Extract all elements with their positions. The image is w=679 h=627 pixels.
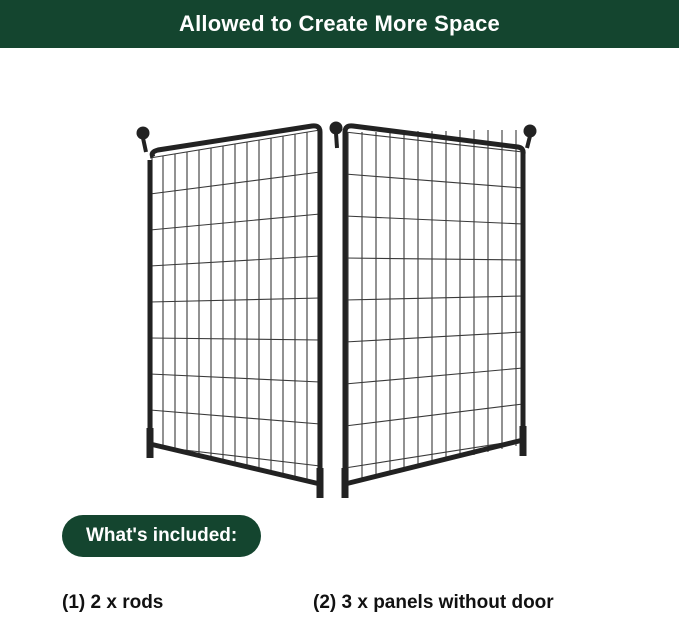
included-items-row — [0, 592, 679, 627]
three-panel-metal-pet-playpen-illustration — [0, 48, 679, 498]
banner-title: Allowed to Create More Space — [178, 11, 500, 36]
product-image-area — [0, 48, 679, 498]
included-item-rods: (1) 2 x rods — [62, 592, 164, 613]
header-banner — [0, 0, 679, 48]
playpen-panel-right — [330, 122, 537, 499]
included-item-panels: (2) 3 x panels without door — [313, 592, 554, 613]
playpen-panel-left — [137, 126, 321, 498]
whats-included-pill — [62, 515, 261, 557]
whats-included-label: What's included: — [86, 525, 238, 546]
